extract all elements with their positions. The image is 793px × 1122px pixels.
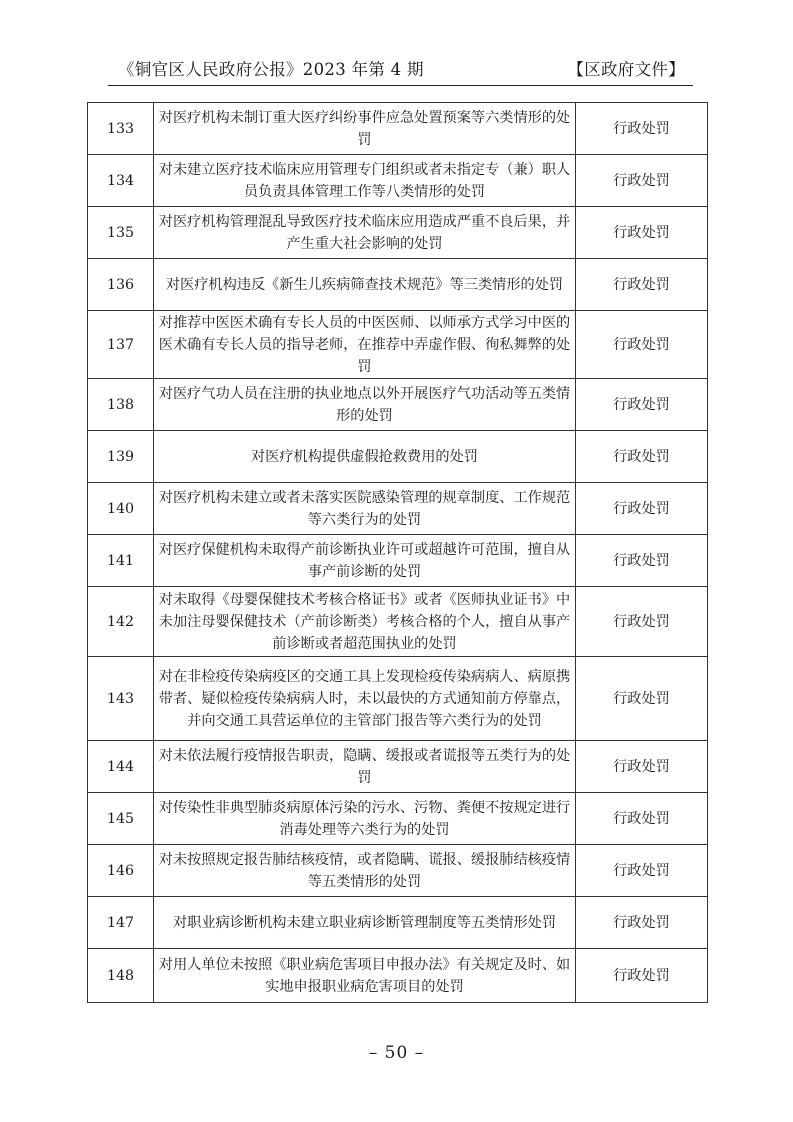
row-number: 144 (88, 741, 154, 793)
item-type: 行政处罚 (576, 535, 708, 587)
row-number: 138 (88, 379, 154, 431)
item-type: 行政处罚 (576, 845, 708, 897)
table-row (88, 741, 708, 793)
item-type: 行政处罚 (576, 741, 708, 793)
penalty-items-table (87, 102, 708, 1003)
item-description: 对医疗机构未建立或者未落实医院感染管理的规章制度、工作规范等六类行为的处罚 (158, 489, 571, 528)
item-description: 对用人单位未按照《职业病危害项目申报办法》有关规定及时、如实地申报职业病危害项目的处罚 (158, 956, 571, 995)
row-number: 145 (88, 793, 154, 845)
item-description: 对未按照规定报告肺结核疫情，或者隐瞒、谎报、缓报肺结核疫情等五类情形的处罚 (158, 851, 571, 890)
item-type: 行政处罚 (576, 311, 708, 379)
item-type: 行政处罚 (576, 587, 708, 657)
item-type: 行政处罚 (576, 431, 708, 483)
row-number: 140 (88, 483, 154, 535)
row-number: 147 (88, 897, 154, 949)
item-description: 对在非检疫传染病疫区的交通工具上发现检疫传染病病人、病原携带者、疑似检疫传染病病人时，未以最快的方式通知前方停靠点，并向交通工具营运单位的主管部门报告等六类行为的处罚 (158, 668, 571, 729)
item-type: 行政处罚 (576, 793, 708, 845)
item-type: 行政处罚 (576, 155, 708, 207)
row-number: 134 (88, 155, 154, 207)
gazette-title: 《铜官区人民政府公报》2023 年第 4 期 (118, 60, 424, 79)
item-description: 对医疗机构违反《新生儿疾病筛查技术规范》等三类情形的处罚 (165, 276, 564, 293)
section-label: 【区政府文件】 (567, 60, 685, 79)
item-type: 行政处罚 (576, 483, 708, 535)
row-number: 136 (88, 259, 154, 311)
table-row (88, 207, 708, 259)
row-number: 137 (88, 311, 154, 379)
table-row (88, 103, 708, 155)
table-row (88, 311, 708, 379)
table-row (88, 155, 708, 207)
item-type: 行政处罚 (576, 949, 708, 1003)
item-description: 对医疗机构提供虚假抢救费用的处罚 (250, 448, 478, 465)
row-number: 143 (88, 657, 154, 741)
row-number: 142 (88, 587, 154, 657)
row-number: 146 (88, 845, 154, 897)
item-type: 行政处罚 (576, 379, 708, 431)
row-number: 133 (88, 103, 154, 155)
item-description: 对传染性非典型肺炎病原体污染的污水、污物、粪便不按规定进行消毒处理等六类行为的处罚 (158, 799, 571, 838)
row-number: 135 (88, 207, 154, 259)
item-description: 对未建立医疗技术临床应用管理专门组织或者未指定专（兼）职人员负责具体管理工作等八类情形的处罚 (158, 161, 571, 200)
page-header (118, 56, 685, 80)
item-type: 行政处罚 (576, 207, 708, 259)
table-row (88, 483, 708, 535)
table-row (88, 657, 708, 741)
page-number: – 50 – (368, 1043, 425, 1063)
item-description: 对职业病诊断机构未建立职业病诊断管理制度等五类情形处罚 (172, 914, 557, 931)
item-description: 对医疗气功人员在注册的执业地点以外开展医疗气功活动等五类情形的处罚 (158, 385, 571, 424)
table-row (88, 379, 708, 431)
table-row (88, 431, 708, 483)
row-number: 141 (88, 535, 154, 587)
item-type: 行政处罚 (576, 259, 708, 311)
table-row (88, 897, 708, 949)
item-description: 对医疗保健机构未取得产前诊断执业许可或超越许可范围，擅自从事产前诊断的处罚 (158, 541, 571, 580)
table-row (88, 793, 708, 845)
table-row (88, 535, 708, 587)
row-number: 148 (88, 949, 154, 1003)
item-type: 行政处罚 (576, 103, 708, 155)
table-row (88, 259, 708, 311)
item-description: 对医疗机构未制订重大医疗纠纷事件应急处置预案等六类情形的处罚 (158, 109, 571, 148)
table-row (88, 845, 708, 897)
header-divider (108, 85, 693, 86)
table-row (88, 949, 708, 1003)
table-row (88, 587, 708, 657)
item-description: 对医疗机构管理混乱导致医疗技术临床应用造成严重不良后果，并产生重大社会影响的处罚 (158, 213, 571, 252)
item-type: 行政处罚 (576, 897, 708, 949)
item-description: 对未依法履行疫情报告职责，隐瞒、缓报或者谎报等五类行为的处罚 (158, 747, 571, 786)
item-description: 对未取得《母婴保健技术考核合格证书》或者《医师执业证书》中未加注母婴保健技术（产前诊断类）考核合格的个人，擅自从事产前诊断或者超范围执业的处罚 (158, 591, 571, 652)
row-number: 139 (88, 431, 154, 483)
item-description: 对推荐中医医术确有专长人员的中医医师、以师承方式学习中医的医术确有专长人员的指导老师，在推荐中弄虚作假、徇私舞弊的处罚 (158, 314, 571, 375)
item-type: 行政处罚 (576, 657, 708, 741)
